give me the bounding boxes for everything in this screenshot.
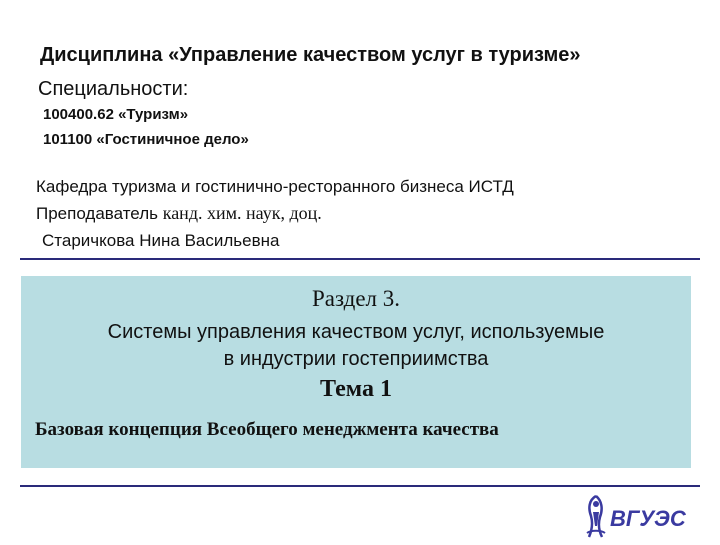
- topic-heading: Тема 1: [320, 376, 392, 402]
- specialty-item: 101100 «Гостиничное дело»: [43, 131, 249, 148]
- specialties-label: Специальности:: [38, 78, 189, 100]
- university-logo: [582, 492, 688, 540]
- bottom-divider: [20, 485, 700, 487]
- concept-title: Базовая концепция Всеобщего менеджмента качества: [35, 419, 499, 440]
- teacher-line: [36, 203, 322, 224]
- topic-panel: [21, 276, 691, 468]
- department-text: Кафедра туризма и гостинично-ресторанного бизнеса ИСТД: [36, 177, 514, 196]
- logo-text: ВГУЭС: [610, 506, 686, 531]
- specialty-item: 100400.62 «Туризм»: [43, 106, 189, 123]
- system-title-line: в индустрии гостеприимства: [223, 348, 489, 370]
- teacher-degree: канд. хим. наук, доц.: [162, 203, 322, 223]
- university-emblem-icon: [582, 492, 688, 540]
- top-divider: [20, 258, 700, 260]
- section-heading: Раздел 3.: [311, 286, 401, 311]
- teacher-prefix: Преподаватель: [36, 204, 158, 223]
- discipline-title: Дисциплина «Управление качеством услуг в туризме»: [40, 44, 581, 66]
- teacher-name: Старичкова Нина Васильевна: [42, 231, 280, 250]
- system-title-line: Системы управления качеством услуг, используемые: [107, 321, 605, 343]
